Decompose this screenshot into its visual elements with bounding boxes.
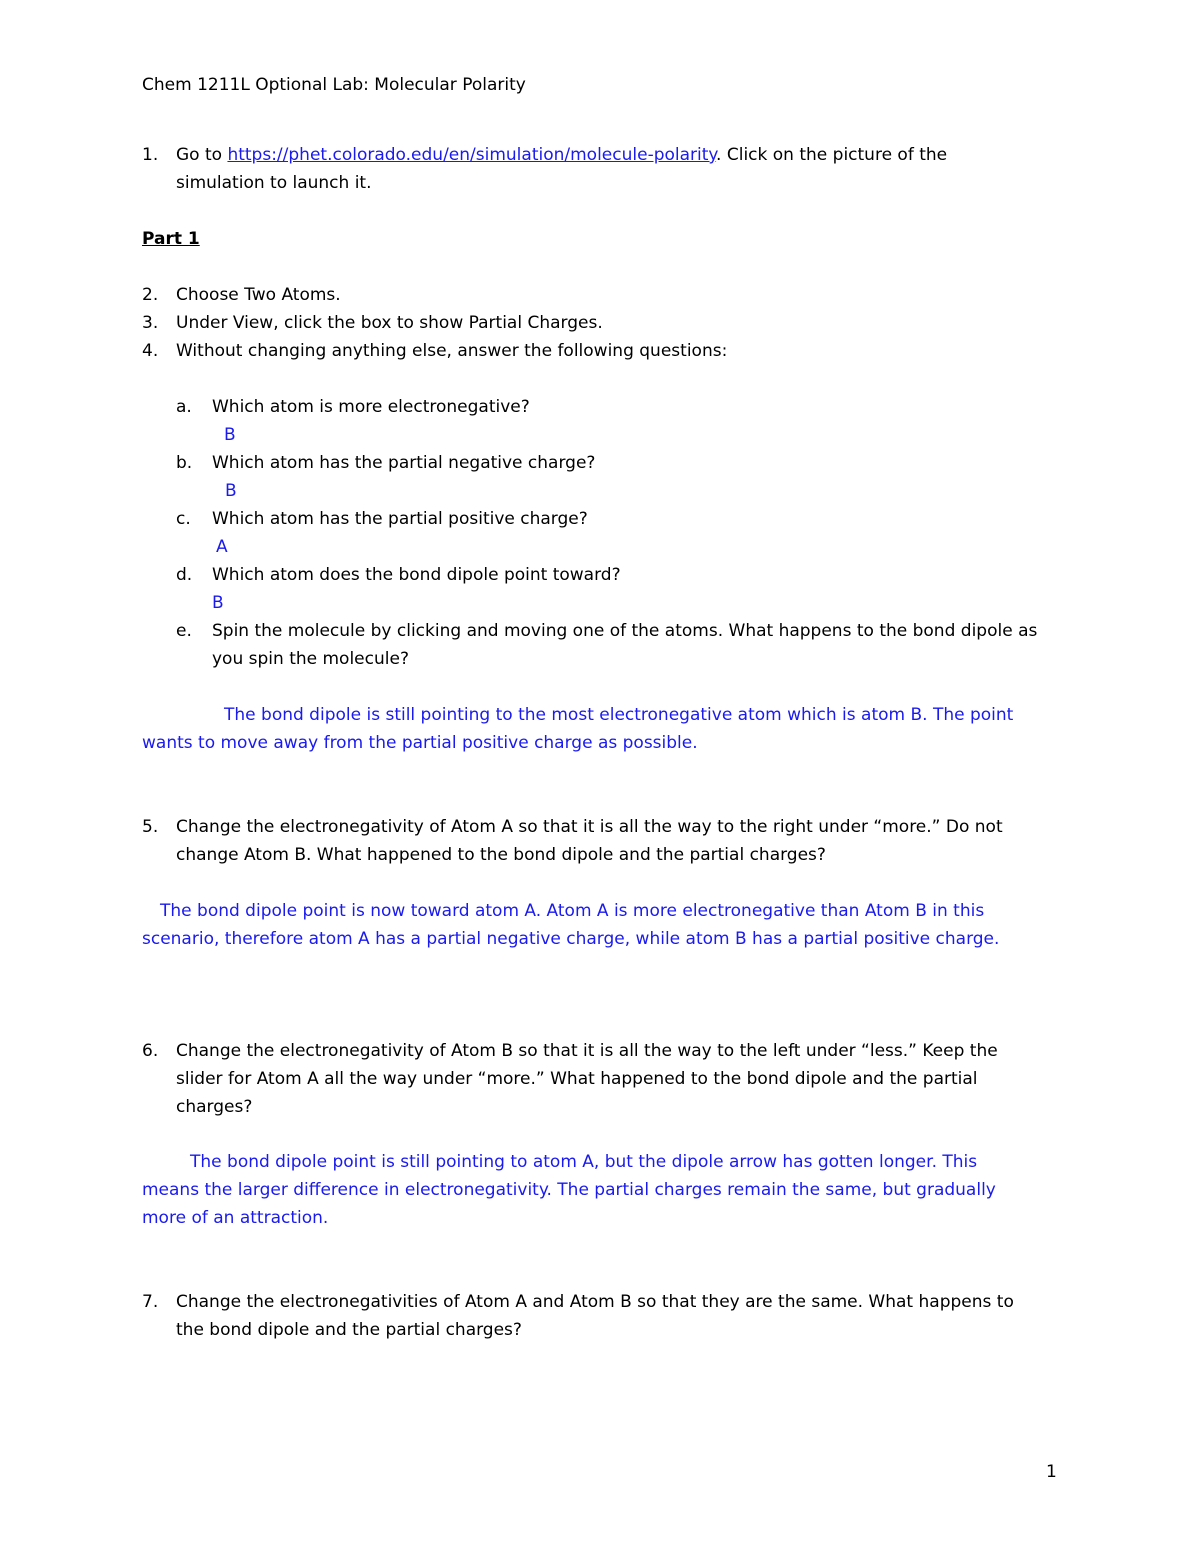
q4c-answer: A <box>216 537 228 557</box>
q4a-answer: B <box>224 425 236 445</box>
q1-number: 1. <box>142 145 159 165</box>
q1-line2: simulation to launch it. <box>176 173 372 193</box>
q4e-answer-line2: wants to move away from the partial positive charge as possible. <box>142 733 698 753</box>
q6-line3: charges? <box>176 1097 253 1117</box>
q7-line2: the bond dipole and the partial charges? <box>176 1320 522 1340</box>
q6-answer-line2: means the larger difference in electronegativity. The partial charges remain the same, but gradually <box>142 1180 996 1200</box>
q4d-letter: d. <box>176 565 193 585</box>
q4-number: 4. <box>142 341 159 361</box>
q6-line1: Change the electronegativity of Atom B so that it is all the way to the left under “less.” Keep the <box>176 1041 998 1061</box>
q5-answer-line1: The bond dipole point is now toward atom A. Atom A is more electronegative than Atom B in this <box>160 901 985 921</box>
q4e-line1: Spin the molecule by clicking and moving one of the atoms. What happens to the bond dipole as <box>212 621 1038 641</box>
q6-line2: slider for Atom A all the way under “more.” What happened to the bond dipole and the partial <box>176 1069 978 1089</box>
page-title: Chem 1211L Optional Lab: Molecular Polarity <box>142 75 526 95</box>
q3-text: Under View, click the box to show Partial Charges. <box>176 313 603 333</box>
q5-answer-line2: scenario, therefore atom A has a partial negative charge, while atom B has a partial positive charge. <box>142 929 1000 949</box>
q1-text-before: Go to <box>176 145 228 165</box>
q4a-letter: a. <box>176 397 192 417</box>
part1-heading: Part 1 <box>142 229 200 249</box>
q5-line2: change Atom B. What happened to the bond dipole and the partial charges? <box>176 845 826 865</box>
q3-number: 3. <box>142 313 159 333</box>
q6-number: 6. <box>142 1041 159 1061</box>
q7-number: 7. <box>142 1292 159 1312</box>
phet-link[interactable]: https://phet.colorado.edu/en/simulation/molecule-polarity <box>227 145 717 165</box>
q4-text: Without changing anything else, answer the following questions: <box>176 341 728 361</box>
q7-line1: Change the electronegativities of Atom A and Atom B so that they are the same. What happens to <box>176 1292 1014 1312</box>
q5-number: 5. <box>142 817 159 837</box>
q6-answer-line3: more of an attraction. <box>142 1208 329 1228</box>
q1-text-after: . Click on the picture of the <box>716 145 948 165</box>
q4c-letter: c. <box>176 509 191 529</box>
q4d-answer: B <box>212 593 224 613</box>
q6-answer-line1: The bond dipole point is still pointing to atom A, but the dipole arrow has gotten longer. This <box>190 1152 978 1172</box>
q4a-text: Which atom is more electronegative? <box>212 397 530 417</box>
q2-text: Choose Two Atoms. <box>176 285 341 305</box>
q4e-answer-line1: The bond dipole is still pointing to the most electronegative atom which is atom B. The point <box>224 705 1014 725</box>
q5-line1: Change the electronegativity of Atom A so that it is all the way to the right under “more.” Do not <box>176 817 1003 837</box>
q4c-text: Which atom has the partial positive charge? <box>212 509 588 529</box>
q4b-answer: B <box>225 481 237 501</box>
page-number: 1 <box>1046 1462 1057 1482</box>
q4b-text: Which atom has the partial negative charge? <box>212 453 596 473</box>
q1-line1 <box>176 144 947 166</box>
q4e-line2: you spin the molecule? <box>212 649 409 669</box>
q2-number: 2. <box>142 285 159 305</box>
q4b-letter: b. <box>176 453 193 473</box>
q4e-letter: e. <box>176 621 192 641</box>
q4d-text: Which atom does the bond dipole point toward? <box>212 565 621 585</box>
